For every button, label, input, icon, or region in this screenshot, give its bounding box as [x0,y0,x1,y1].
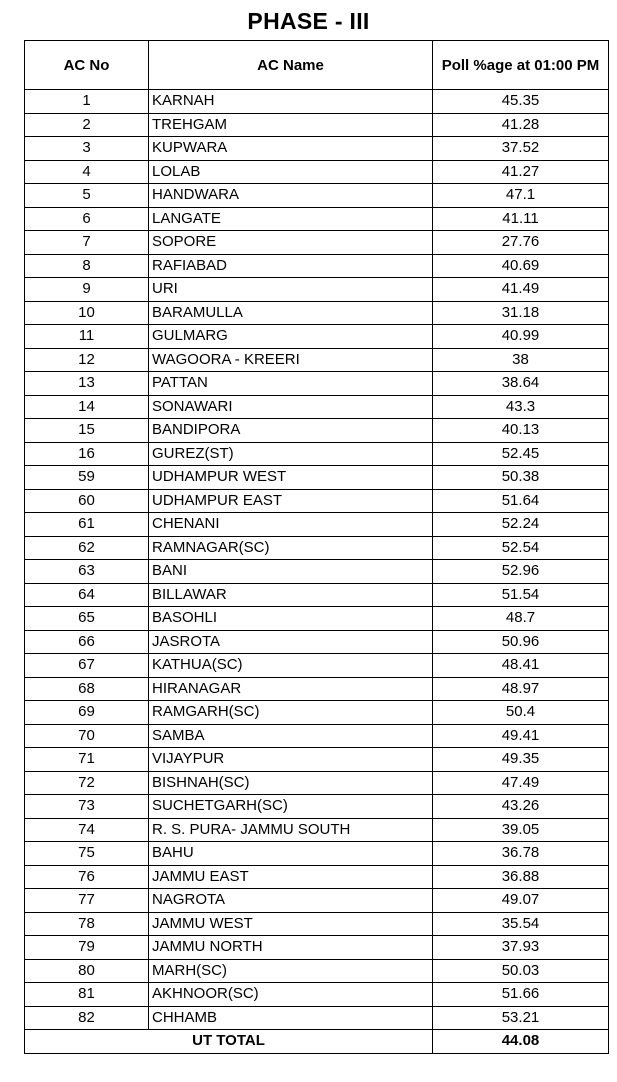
table-row [25,254,609,278]
ac-name-cell: SOPORE [149,231,433,255]
ac-number-cell: 82 [25,1006,149,1030]
poll-percentage-cell: 50.03 [433,959,609,983]
ac-number-cell: 81 [25,983,149,1007]
table-row [25,372,609,396]
ac-number-cell: 5 [25,184,149,208]
ac-number-cell: 71 [25,748,149,772]
ac-number-cell: 3 [25,137,149,161]
ac-name-cell: BILLAWAR [149,583,433,607]
ac-name-cell: UDHAMPUR EAST [149,489,433,513]
ac-name-cell: GULMARG [149,325,433,349]
ac-name-cell: SAMBA [149,724,433,748]
poll-percentage-cell: 48.97 [433,677,609,701]
ac-number-cell: 9 [25,278,149,302]
table-row [25,113,609,137]
ac-name-cell: HANDWARA [149,184,433,208]
table-row [25,583,609,607]
poll-percentage-cell: 35.54 [433,912,609,936]
ac-name-cell: MARH(SC) [149,959,433,983]
ac-number-cell: 79 [25,936,149,960]
poll-percentage-cell: 50.96 [433,630,609,654]
poll-percentage-cell: 47.1 [433,184,609,208]
poll-table [24,40,609,1054]
ac-number-cell: 10 [25,301,149,325]
ac-number-cell: 6 [25,207,149,231]
header-ac-no: AC No [25,41,149,90]
page-title: PHASE - III [247,8,370,34]
poll-percentage-cell: 38.64 [433,372,609,396]
ac-name-cell: RAMNAGAR(SC) [149,536,433,560]
table-row [25,842,609,866]
ac-number-cell: 59 [25,466,149,490]
ac-number-cell: 63 [25,560,149,584]
header-ac-name: AC Name [149,41,433,90]
poll-percentage-cell: 40.99 [433,325,609,349]
ac-name-cell: KARNAH [149,90,433,114]
table-row [25,701,609,725]
table-row [25,724,609,748]
total-value: 44.08 [433,1030,609,1054]
table-row [25,513,609,537]
table-row [25,818,609,842]
poll-percentage-cell: 49.41 [433,724,609,748]
poll-percentage-cell: 43.26 [433,795,609,819]
table-row [25,395,609,419]
ac-name-cell: BAHU [149,842,433,866]
ac-number-cell: 77 [25,889,149,913]
ac-number-cell: 66 [25,630,149,654]
ac-number-cell: 64 [25,583,149,607]
table-row [25,865,609,889]
poll-percentage-cell: 41.11 [433,207,609,231]
poll-percentage-cell: 39.05 [433,818,609,842]
table-row [25,90,609,114]
ac-name-cell: WAGOORA - KREERI [149,348,433,372]
ac-number-cell: 11 [25,325,149,349]
table-row [25,489,609,513]
ac-number-cell: 16 [25,442,149,466]
poll-percentage-cell: 40.69 [433,254,609,278]
ac-number-cell: 13 [25,372,149,396]
poll-percentage-cell: 36.88 [433,865,609,889]
table-row [25,677,609,701]
ac-name-cell: JAMMU EAST [149,865,433,889]
ac-number-cell: 12 [25,348,149,372]
ac-name-cell: LANGATE [149,207,433,231]
table-body [25,90,609,1030]
poll-percentage-cell: 48.41 [433,654,609,678]
ac-name-cell: BANI [149,560,433,584]
table-row [25,184,609,208]
table-row [25,137,609,161]
ac-name-cell: CHHAMB [149,1006,433,1030]
table-row [25,442,609,466]
ac-name-cell: PATTAN [149,372,433,396]
ac-name-cell: KATHUA(SC) [149,654,433,678]
table-row [25,959,609,983]
poll-percentage-cell: 52.96 [433,560,609,584]
ac-number-cell: 14 [25,395,149,419]
table-row [25,419,609,443]
ac-name-cell: R. S. PURA- JAMMU SOUTH [149,818,433,842]
ac-number-cell: 8 [25,254,149,278]
table-row [25,936,609,960]
poll-percentage-cell: 51.64 [433,489,609,513]
ac-name-cell: VIJAYPUR [149,748,433,772]
table-row [25,348,609,372]
ac-number-cell: 76 [25,865,149,889]
ac-name-cell: BASOHLI [149,607,433,631]
table-row [25,1006,609,1030]
total-label: UT TOTAL [25,1030,433,1054]
table-row [25,607,609,631]
ac-name-cell: BANDIPORA [149,419,433,443]
table-row [25,325,609,349]
ac-number-cell: 1 [25,90,149,114]
ac-name-cell: SONAWARI [149,395,433,419]
ac-number-cell: 65 [25,607,149,631]
poll-percentage-cell: 41.49 [433,278,609,302]
ac-name-cell: JASROTA [149,630,433,654]
poll-percentage-cell: 47.49 [433,771,609,795]
ac-number-cell: 80 [25,959,149,983]
ac-number-cell: 67 [25,654,149,678]
poll-percentage-cell: 37.93 [433,936,609,960]
table-row [25,560,609,584]
poll-percentage-cell: 31.18 [433,301,609,325]
ac-name-cell: BARAMULLA [149,301,433,325]
ac-name-cell: JAMMU NORTH [149,936,433,960]
table-row [25,301,609,325]
ac-name-cell: HIRANAGAR [149,677,433,701]
ac-number-cell: 73 [25,795,149,819]
ac-number-cell: 70 [25,724,149,748]
ac-name-cell: BISHNAH(SC) [149,771,433,795]
poll-percentage-cell: 52.45 [433,442,609,466]
poll-percentage-cell: 51.66 [433,983,609,1007]
poll-percentage-cell: 50.38 [433,466,609,490]
ac-number-cell: 2 [25,113,149,137]
poll-percentage-cell: 43.3 [433,395,609,419]
poll-percentage-cell: 49.07 [433,889,609,913]
ac-number-cell: 72 [25,771,149,795]
table-row [25,795,609,819]
poll-percentage-cell: 38 [433,348,609,372]
table-row [25,536,609,560]
ac-name-cell: RAFIABAD [149,254,433,278]
table-row [25,630,609,654]
table-row [25,983,609,1007]
table-row [25,654,609,678]
ac-name-cell: SUCHETGARH(SC) [149,795,433,819]
ac-name-cell: JAMMU WEST [149,912,433,936]
poll-percentage-cell: 48.7 [433,607,609,631]
poll-percentage-cell: 52.54 [433,536,609,560]
ac-name-cell: UDHAMPUR WEST [149,466,433,490]
ac-number-cell: 61 [25,513,149,537]
ac-name-cell: KUPWARA [149,137,433,161]
ac-number-cell: 4 [25,160,149,184]
ac-number-cell: 68 [25,677,149,701]
header-row [25,41,609,90]
poll-percentage-cell: 36.78 [433,842,609,866]
poll-percentage-cell: 41.28 [433,113,609,137]
table-row [25,912,609,936]
table-row [25,466,609,490]
poll-percentage-cell: 40.13 [433,419,609,443]
poll-percentage-cell: 51.54 [433,583,609,607]
ac-name-cell: GUREZ(ST) [149,442,433,466]
ac-name-cell: CHENANI [149,513,433,537]
table-row [25,231,609,255]
ac-number-cell: 62 [25,536,149,560]
ac-name-cell: NAGROTA [149,889,433,913]
table-row [25,889,609,913]
ac-number-cell: 78 [25,912,149,936]
ac-name-cell: RAMGARH(SC) [149,701,433,725]
table-row [25,207,609,231]
poll-percentage-cell: 41.27 [433,160,609,184]
poll-percentage-cell: 50.4 [433,701,609,725]
header-poll-percentage: Poll %age at 01:00 PM [433,41,609,90]
ac-number-cell: 69 [25,701,149,725]
ac-number-cell: 15 [25,419,149,443]
table-row [25,160,609,184]
ac-number-cell: 74 [25,818,149,842]
ac-number-cell: 7 [25,231,149,255]
poll-percentage-cell: 49.35 [433,748,609,772]
ac-name-cell: URI [149,278,433,302]
total-row [25,1030,609,1054]
ac-number-cell: 60 [25,489,149,513]
ac-name-cell: LOLAB [149,160,433,184]
poll-percentage-cell: 27.76 [433,231,609,255]
table-row [25,771,609,795]
table-row [25,278,609,302]
poll-percentage-cell: 45.35 [433,90,609,114]
table-row [25,748,609,772]
ac-name-cell: TREHGAM [149,113,433,137]
poll-percentage-cell: 53.21 [433,1006,609,1030]
poll-percentage-cell: 52.24 [433,513,609,537]
poll-percentage-cell: 37.52 [433,137,609,161]
ac-name-cell: AKHNOOR(SC) [149,983,433,1007]
ac-number-cell: 75 [25,842,149,866]
